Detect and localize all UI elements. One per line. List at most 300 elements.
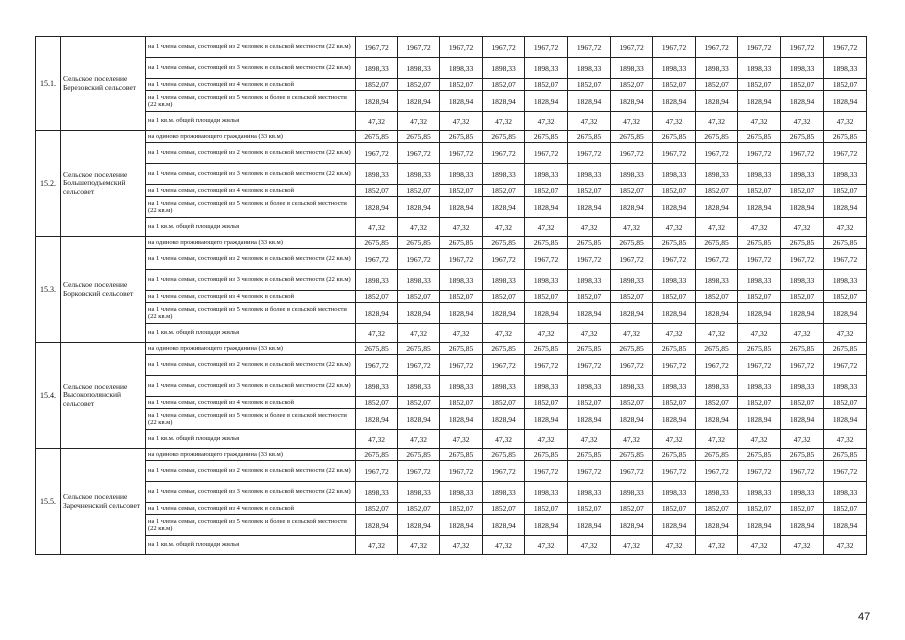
- value-cell: 1898,33: [824, 482, 867, 503]
- value-cell: 1852,07: [696, 79, 738, 91]
- value-cell: 1898,33: [611, 58, 653, 79]
- value-cell: 1898,33: [525, 58, 568, 79]
- table-row: [36, 249, 867, 270]
- value-cell: 2675,85: [568, 237, 611, 249]
- value-cell: 1852,07: [781, 185, 824, 197]
- value-cell: 2675,85: [440, 449, 483, 461]
- value-cell: 1852,07: [525, 185, 568, 197]
- value-cell: 2675,85: [653, 131, 696, 143]
- value-cell: 2675,85: [568, 131, 611, 143]
- value-cell: 1828,94: [611, 91, 653, 112]
- row-description: на 1 члена семьи, состоящей из 3 человек в сельской местности (22 кв.м): [146, 164, 356, 185]
- value-cell: 1967,72: [781, 143, 824, 164]
- value-cell: 1967,72: [483, 143, 525, 164]
- value-cell: 47,32: [781, 430, 824, 449]
- value-cell: 1967,72: [440, 249, 483, 270]
- value-cell: 1898,33: [483, 376, 525, 397]
- value-cell: 1828,94: [653, 409, 696, 430]
- value-cell: 2675,85: [568, 449, 611, 461]
- table-row: [36, 218, 867, 237]
- value-cell: 1828,94: [568, 91, 611, 112]
- value-cell: 1898,33: [781, 164, 824, 185]
- value-cell: 1828,94: [525, 91, 568, 112]
- value-cell: 1828,94: [824, 515, 867, 536]
- value-cell: 1898,33: [696, 482, 738, 503]
- value-cell: 2675,85: [824, 237, 867, 249]
- value-cell: 1852,07: [696, 503, 738, 515]
- value-cell: 1828,94: [356, 303, 398, 324]
- value-cell: 47,32: [824, 112, 867, 131]
- value-cell: 1967,72: [398, 143, 440, 164]
- value-cell: 1898,33: [738, 270, 781, 291]
- value-cell: 47,32: [653, 112, 696, 131]
- value-cell: 1852,07: [824, 185, 867, 197]
- value-cell: 2675,85: [738, 131, 781, 143]
- value-cell: 1967,72: [525, 249, 568, 270]
- value-cell: 1828,94: [738, 515, 781, 536]
- value-cell: 1967,72: [568, 355, 611, 376]
- value-cell: 2675,85: [398, 237, 440, 249]
- row-description: на 1 члена семьи, состоящей из 4 человек в сельской: [146, 291, 356, 303]
- value-cell: 2675,85: [781, 237, 824, 249]
- row-description: на 1 кв.м. общей площади жилья: [146, 536, 356, 555]
- value-cell: 1898,33: [653, 164, 696, 185]
- value-cell: 1828,94: [696, 91, 738, 112]
- value-cell: 1898,33: [611, 270, 653, 291]
- value-cell: 1852,07: [738, 185, 781, 197]
- value-cell: 1852,07: [653, 79, 696, 91]
- value-cell: 1967,72: [781, 355, 824, 376]
- row-description: на 1 члена семьи, состоящей из 5 человек и более в сельской местности (22 кв.м): [146, 409, 356, 430]
- value-cell: 2675,85: [398, 131, 440, 143]
- value-cell: 1967,72: [440, 37, 483, 58]
- value-cell: 2675,85: [611, 449, 653, 461]
- value-cell: 1898,33: [568, 482, 611, 503]
- value-cell: 1828,94: [781, 409, 824, 430]
- value-cell: 1967,72: [525, 461, 568, 482]
- value-cell: 1967,72: [738, 37, 781, 58]
- value-cell: 1898,33: [440, 58, 483, 79]
- value-cell: 2675,85: [653, 343, 696, 355]
- value-cell: 1967,72: [356, 143, 398, 164]
- value-cell: 1967,72: [356, 37, 398, 58]
- value-cell: 1852,07: [398, 397, 440, 409]
- value-cell: 2675,85: [738, 343, 781, 355]
- value-cell: 47,32: [483, 324, 525, 343]
- value-cell: 1898,33: [653, 482, 696, 503]
- value-cell: 1967,72: [611, 249, 653, 270]
- value-cell: 1898,33: [356, 482, 398, 503]
- row-description: на 1 члена семьи, состоящей из 5 человек и более в сельской местности (22 кв.м): [146, 515, 356, 536]
- value-cell: 1828,94: [824, 303, 867, 324]
- row-description: на 1 кв.м. общей площади жилья: [146, 112, 356, 131]
- value-cell: 1898,33: [525, 482, 568, 503]
- table-row: [36, 237, 867, 249]
- value-cell: 1898,33: [483, 164, 525, 185]
- value-cell: 1828,94: [696, 515, 738, 536]
- value-cell: 47,32: [483, 218, 525, 237]
- value-cell: 1828,94: [696, 409, 738, 430]
- value-cell: 1852,07: [653, 291, 696, 303]
- value-cell: 1828,94: [483, 409, 525, 430]
- value-cell: 47,32: [653, 218, 696, 237]
- value-cell: 1967,72: [568, 461, 611, 482]
- value-cell: 1898,33: [653, 270, 696, 291]
- value-cell: 47,32: [525, 430, 568, 449]
- value-cell: 1967,72: [738, 249, 781, 270]
- row-description: на 1 кв.м. общей площади жилья: [146, 430, 356, 449]
- value-cell: 1852,07: [398, 291, 440, 303]
- value-cell: 2675,85: [696, 237, 738, 249]
- value-cell: 1852,07: [611, 503, 653, 515]
- value-cell: 47,32: [611, 430, 653, 449]
- value-cell: 2675,85: [440, 237, 483, 249]
- value-cell: 1828,94: [356, 515, 398, 536]
- value-cell: 1828,94: [696, 303, 738, 324]
- value-cell: 1898,33: [696, 270, 738, 291]
- value-cell: 1967,72: [696, 249, 738, 270]
- value-cell: 47,32: [738, 430, 781, 449]
- value-cell: 1828,94: [398, 409, 440, 430]
- value-cell: 1967,72: [696, 143, 738, 164]
- value-cell: 1967,72: [525, 355, 568, 376]
- value-cell: 1967,72: [824, 355, 867, 376]
- value-cell: 1967,72: [568, 143, 611, 164]
- value-cell: 1967,72: [525, 37, 568, 58]
- table-row: [36, 409, 867, 430]
- value-cell: 1828,94: [483, 91, 525, 112]
- value-cell: 1898,33: [525, 270, 568, 291]
- value-cell: 47,32: [440, 430, 483, 449]
- value-cell: 2675,85: [483, 131, 525, 143]
- value-cell: 1898,33: [356, 270, 398, 291]
- value-cell: 1967,72: [781, 37, 824, 58]
- value-cell: 2675,85: [356, 343, 398, 355]
- value-cell: 1967,72: [611, 143, 653, 164]
- value-cell: 47,32: [568, 536, 611, 555]
- value-cell: 1898,33: [356, 164, 398, 185]
- value-cell: 47,32: [398, 536, 440, 555]
- value-cell: 1898,33: [696, 164, 738, 185]
- value-cell: 47,32: [525, 536, 568, 555]
- value-cell: 2675,85: [824, 131, 867, 143]
- value-cell: 1852,07: [440, 185, 483, 197]
- value-cell: 1967,72: [696, 37, 738, 58]
- value-cell: 2675,85: [440, 131, 483, 143]
- value-cell: 1967,72: [653, 37, 696, 58]
- row-description: на 1 члена семьи, состоящей из 4 человек в сельской: [146, 185, 356, 197]
- value-cell: 47,32: [611, 536, 653, 555]
- value-cell: 1898,33: [824, 164, 867, 185]
- value-cell: 1852,07: [568, 503, 611, 515]
- row-description: на одиноко проживающего гражданина (33 кв.м): [146, 131, 356, 143]
- rates-table: [35, 36, 867, 555]
- value-cell: 1898,33: [824, 376, 867, 397]
- value-cell: 1898,33: [738, 376, 781, 397]
- value-cell: 47,32: [824, 218, 867, 237]
- value-cell: 1828,94: [611, 197, 653, 218]
- value-cell: 1967,72: [568, 37, 611, 58]
- value-cell: 1852,07: [440, 503, 483, 515]
- value-cell: 47,32: [483, 536, 525, 555]
- value-cell: 1828,94: [398, 303, 440, 324]
- table-row: [36, 376, 867, 397]
- value-cell: 2675,85: [781, 449, 824, 461]
- table-row: [36, 430, 867, 449]
- value-cell: 2675,85: [611, 131, 653, 143]
- value-cell: 2675,85: [611, 343, 653, 355]
- value-cell: 1852,07: [483, 503, 525, 515]
- value-cell: 1828,94: [440, 197, 483, 218]
- section-number: 15.5.: [36, 449, 61, 555]
- value-cell: 1967,72: [440, 461, 483, 482]
- value-cell: 1898,33: [398, 270, 440, 291]
- table-row: [36, 324, 867, 343]
- value-cell: 1898,33: [696, 58, 738, 79]
- value-cell: 1852,07: [398, 79, 440, 91]
- value-cell: 47,32: [356, 112, 398, 131]
- table-row: [36, 515, 867, 536]
- value-cell: 1828,94: [738, 409, 781, 430]
- value-cell: 1898,33: [824, 58, 867, 79]
- value-cell: 1967,72: [398, 37, 440, 58]
- settlement-name: Сельское поселение Высокополянский сельсовет: [61, 343, 146, 449]
- value-cell: 2675,85: [781, 343, 824, 355]
- value-cell: 1898,33: [781, 58, 824, 79]
- value-cell: 1828,94: [483, 197, 525, 218]
- value-cell: 1852,07: [653, 503, 696, 515]
- value-cell: 47,32: [781, 324, 824, 343]
- value-cell: 2675,85: [696, 131, 738, 143]
- value-cell: 1852,07: [781, 503, 824, 515]
- value-cell: 1828,94: [568, 197, 611, 218]
- value-cell: 1828,94: [611, 515, 653, 536]
- table-row: [36, 143, 867, 164]
- value-cell: 1852,07: [525, 79, 568, 91]
- value-cell: 1852,07: [525, 503, 568, 515]
- value-cell: 1828,94: [483, 303, 525, 324]
- value-cell: 47,32: [356, 536, 398, 555]
- value-cell: 1852,07: [824, 291, 867, 303]
- value-cell: 1967,72: [398, 461, 440, 482]
- value-cell: 2675,85: [525, 237, 568, 249]
- value-cell: 1828,94: [781, 515, 824, 536]
- page-number: 47: [858, 611, 871, 623]
- row-description: на 1 члена семьи, состоящей из 2 человек в сельской местности (22 кв.м): [146, 37, 356, 58]
- row-description: на 1 члена семьи, состоящей из 2 человек в сельской местности (22 кв.м): [146, 355, 356, 376]
- value-cell: 1852,07: [738, 503, 781, 515]
- table-row: [36, 449, 867, 461]
- value-cell: 47,32: [398, 112, 440, 131]
- value-cell: 1828,94: [440, 303, 483, 324]
- value-cell: 47,32: [738, 218, 781, 237]
- value-cell: 47,32: [738, 112, 781, 131]
- value-cell: 2675,85: [696, 343, 738, 355]
- value-cell: 1828,94: [398, 197, 440, 218]
- value-cell: 47,32: [653, 430, 696, 449]
- value-cell: 1898,33: [356, 58, 398, 79]
- value-cell: 1967,72: [483, 37, 525, 58]
- value-cell: 47,32: [696, 536, 738, 555]
- value-cell: 1828,94: [525, 197, 568, 218]
- value-cell: 1898,33: [398, 58, 440, 79]
- value-cell: 1852,07: [525, 291, 568, 303]
- value-cell: 47,32: [781, 218, 824, 237]
- value-cell: 1967,72: [653, 461, 696, 482]
- value-cell: 1967,72: [824, 37, 867, 58]
- value-cell: 1852,07: [824, 397, 867, 409]
- row-description: на 1 члена семьи, состоящей из 4 человек в сельской: [146, 79, 356, 91]
- value-cell: 1852,07: [738, 291, 781, 303]
- table-row: [36, 131, 867, 143]
- value-cell: 1898,33: [568, 270, 611, 291]
- value-cell: 1898,33: [568, 376, 611, 397]
- value-cell: 1828,94: [568, 515, 611, 536]
- table-row: [36, 58, 867, 79]
- value-cell: 47,32: [568, 430, 611, 449]
- value-cell: 2675,85: [611, 237, 653, 249]
- value-cell: 1898,33: [611, 482, 653, 503]
- value-cell: 2675,85: [738, 237, 781, 249]
- value-cell: 47,32: [781, 536, 824, 555]
- value-cell: 1967,72: [440, 143, 483, 164]
- table-row: [36, 112, 867, 131]
- value-cell: 2675,85: [483, 237, 525, 249]
- row-description: на одиноко проживающего гражданина (33 кв.м): [146, 237, 356, 249]
- value-cell: 1828,94: [525, 515, 568, 536]
- value-cell: 47,32: [653, 324, 696, 343]
- value-cell: 47,32: [611, 112, 653, 131]
- value-cell: 1967,72: [824, 461, 867, 482]
- value-cell: 2675,85: [824, 449, 867, 461]
- row-description: на 1 члена семьи, состоящей из 3 человек в сельской местности (22 кв.м): [146, 376, 356, 397]
- value-cell: 1852,07: [356, 79, 398, 91]
- value-cell: 1852,07: [356, 185, 398, 197]
- value-cell: 1898,33: [398, 482, 440, 503]
- value-cell: 1852,07: [824, 503, 867, 515]
- value-cell: 1898,33: [440, 482, 483, 503]
- value-cell: 1967,72: [568, 249, 611, 270]
- value-cell: 47,32: [356, 218, 398, 237]
- table-row: [36, 397, 867, 409]
- value-cell: 1967,72: [696, 461, 738, 482]
- value-cell: 1967,72: [356, 355, 398, 376]
- value-cell: 1852,07: [525, 397, 568, 409]
- section-number: 15.4.: [36, 343, 61, 449]
- value-cell: 1852,07: [568, 185, 611, 197]
- value-cell: 1967,72: [781, 249, 824, 270]
- section-number: 15.1.: [36, 37, 61, 131]
- value-cell: 1852,07: [398, 503, 440, 515]
- value-cell: 1828,94: [568, 303, 611, 324]
- value-cell: 2675,85: [525, 131, 568, 143]
- value-cell: 1852,07: [568, 79, 611, 91]
- value-cell: 47,32: [696, 430, 738, 449]
- value-cell: 1898,33: [483, 270, 525, 291]
- value-cell: 1828,94: [653, 303, 696, 324]
- value-cell: 1967,72: [483, 355, 525, 376]
- value-cell: 1828,94: [824, 91, 867, 112]
- value-cell: 2675,85: [483, 449, 525, 461]
- value-cell: 1898,33: [440, 270, 483, 291]
- value-cell: 1828,94: [824, 197, 867, 218]
- value-cell: 1967,72: [483, 461, 525, 482]
- value-cell: 1828,94: [398, 515, 440, 536]
- row-description: на одиноко проживающего гражданина (33 кв.м): [146, 449, 356, 461]
- value-cell: 1852,07: [781, 79, 824, 91]
- value-cell: 1898,33: [440, 164, 483, 185]
- value-cell: 1852,07: [356, 291, 398, 303]
- row-description: на 1 члена семьи, состоящей из 5 человек и более в сельской местности (22 кв.м): [146, 91, 356, 112]
- value-cell: 1898,33: [440, 376, 483, 397]
- value-cell: 1828,94: [781, 303, 824, 324]
- value-cell: 1898,33: [738, 58, 781, 79]
- value-cell: 1852,07: [738, 79, 781, 91]
- settlement-name: Сельское поселение Большеподъемский сельсовет: [61, 131, 146, 237]
- value-cell: 1967,72: [483, 249, 525, 270]
- value-cell: 2675,85: [356, 131, 398, 143]
- value-cell: 1898,33: [483, 58, 525, 79]
- value-cell: 1898,33: [781, 376, 824, 397]
- value-cell: 47,32: [568, 218, 611, 237]
- value-cell: 1967,72: [653, 355, 696, 376]
- value-cell: 1828,94: [824, 409, 867, 430]
- value-cell: 1828,94: [356, 197, 398, 218]
- value-cell: 1967,72: [525, 143, 568, 164]
- value-cell: 1852,07: [440, 79, 483, 91]
- value-cell: 47,32: [440, 324, 483, 343]
- value-cell: 1828,94: [611, 303, 653, 324]
- value-cell: 1967,72: [653, 143, 696, 164]
- value-cell: 1828,94: [440, 409, 483, 430]
- value-cell: 47,32: [568, 324, 611, 343]
- value-cell: 47,32: [653, 536, 696, 555]
- value-cell: 1828,94: [653, 197, 696, 218]
- value-cell: 1852,07: [738, 397, 781, 409]
- value-cell: 1828,94: [781, 91, 824, 112]
- value-cell: 1967,72: [653, 249, 696, 270]
- value-cell: 2675,85: [696, 449, 738, 461]
- row-description: на 1 члена семьи, состоящей из 3 человек в сельской местности (22 кв.м): [146, 270, 356, 291]
- value-cell: 1828,94: [653, 91, 696, 112]
- value-cell: 47,32: [568, 112, 611, 131]
- value-cell: 47,32: [525, 112, 568, 131]
- table-row: [36, 536, 867, 555]
- value-cell: 1898,33: [398, 164, 440, 185]
- value-cell: 2675,85: [356, 237, 398, 249]
- value-cell: 1898,33: [653, 376, 696, 397]
- value-cell: 2675,85: [356, 449, 398, 461]
- value-cell: 1967,72: [398, 355, 440, 376]
- value-cell: 1898,33: [568, 58, 611, 79]
- value-cell: 47,32: [440, 218, 483, 237]
- value-cell: 1898,33: [738, 482, 781, 503]
- row-description: на 1 члена семьи, состоящей из 5 человек и более в сельской местности (22 кв.м): [146, 197, 356, 218]
- value-cell: 1967,72: [611, 37, 653, 58]
- row-description: на 1 члена семьи, состоящей из 2 человек в сельской местности (22 кв.м): [146, 143, 356, 164]
- value-cell: 2675,85: [398, 449, 440, 461]
- value-cell: 1828,94: [738, 197, 781, 218]
- value-cell: 47,32: [824, 430, 867, 449]
- value-cell: 2675,85: [483, 343, 525, 355]
- value-cell: 47,32: [696, 218, 738, 237]
- value-cell: 2675,85: [568, 343, 611, 355]
- value-cell: 2675,85: [398, 343, 440, 355]
- value-cell: 1828,94: [738, 303, 781, 324]
- table-row: [36, 270, 867, 291]
- value-cell: 1852,07: [611, 397, 653, 409]
- value-cell: 47,32: [398, 218, 440, 237]
